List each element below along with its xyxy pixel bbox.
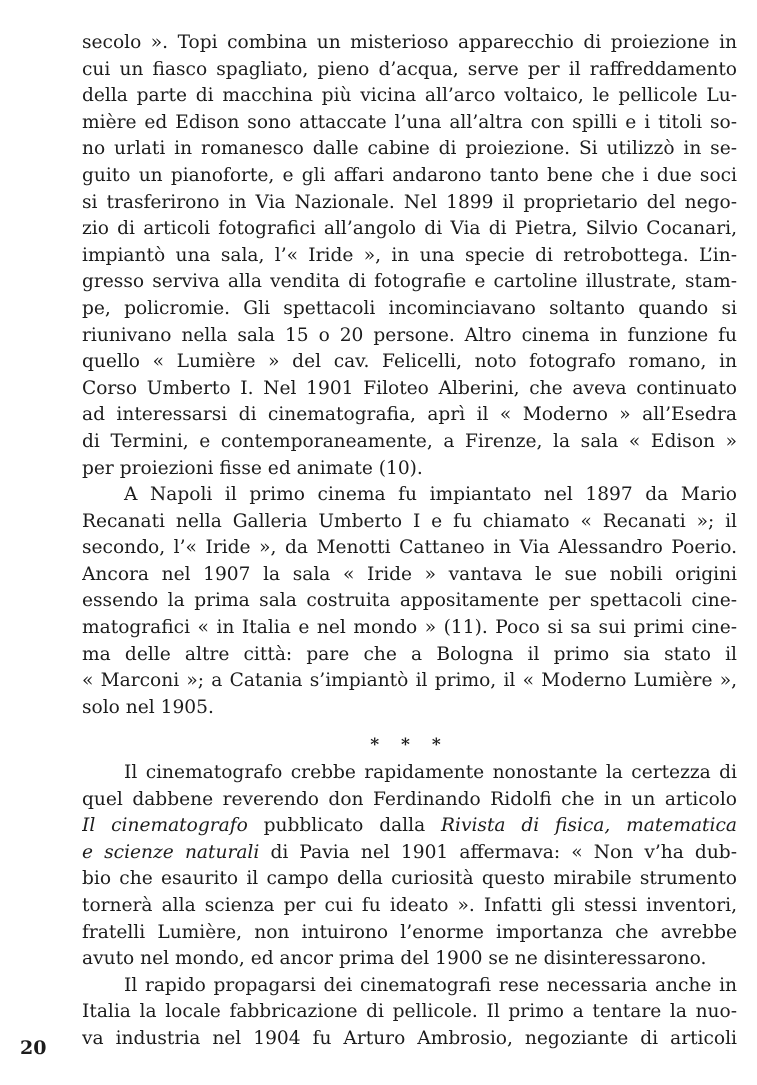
text-line: tornerà alla scienza per cui fu ideato ». Infatti gli stessi inventori, <box>82 894 737 916</box>
text-line: Il rapido propagarsi dei cinematografi rese necessaria anche in <box>124 974 737 996</box>
text-line: si trasferirono in Via Nazionale. Nel 1899 il proprietario del nego- <box>82 191 737 213</box>
text-line: Il cinematografo pubblicato dalla Rivista di fisica, matematica <box>82 815 737 837</box>
text-line: « Marconi »; a Catania s’impiantò il primo, il « Moderno Lumière », <box>82 670 737 692</box>
text-line: zio di articoli fotografici all’angolo di Via di Pietra, Silvio Cocanari, <box>82 218 737 240</box>
text-line: cui un fiasco spagliato, pieno d’acqua, serve per il raffreddamento <box>82 58 737 80</box>
text-line: della parte di macchina più vicina all’arco voltaico, le pellicole Lu- <box>82 85 737 107</box>
text-line: A Napoli il primo cinema fu impiantato nel 1897 da Mario <box>124 484 737 506</box>
text-line: va industria nel 1904 fu Arturo Ambrosio, negoziante di articoli <box>82 1027 737 1049</box>
text-line: guito un pianoforte, e gli affari andarono tanto bene che i due soci <box>82 164 737 186</box>
italic-title: e scienze naturali <box>82 841 260 863</box>
text-line: fratelli Lumière, non intuirono l’enorme importanza che avrebbe <box>82 921 737 943</box>
text-line: bio che esaurito il campo della curiosità questo mirabile strumento <box>82 868 737 890</box>
text-line: essendo la prima sala costruita appositamente per spettacoli cine- <box>82 590 737 612</box>
text-line: no urlati in romanesco dalle cabine di proiezione. Si utilizzò in se- <box>82 138 737 160</box>
text-line: ad interessarsi di cinematografia, aprì il « Moderno » all’Esedra <box>82 404 737 426</box>
text-line: di Termini, e contemporaneamente, a Firenze, la sala « Edison » <box>82 430 737 452</box>
text-line: Corso Umberto I. Nel 1901 Filoteo Alberini, che aveva continuato <box>82 377 737 399</box>
text-line: mière ed Edison sono attaccate l’una all’altra con spilli e i titoli so- <box>82 111 737 133</box>
text-line: quello « Lumière » del cav. Felicelli, noto fotografo romano, in <box>82 351 737 373</box>
text-line: impiantò una sala, l’« Iride », in una specie di retrobottega. L’in- <box>82 244 737 266</box>
text-line: secondo, l’« Iride », da Menotti Cattaneo in Via Alessandro Poerio. <box>82 537 737 559</box>
text-line: matografici « in Italia e nel mondo » (11). Poco si sa sui primi cine- <box>82 617 737 639</box>
text-line: solo nel 1905. <box>82 696 214 718</box>
text-line: Recanati nella Galleria Umberto I e fu chiamato « Recanati »; il <box>82 510 737 532</box>
text-line: Il cinematografo crebbe rapidamente nonostante la certezza di <box>124 762 737 783</box>
page-number: 20 <box>20 1037 47 1059</box>
section-separator: * * * <box>370 735 449 755</box>
text-line: secolo ». Topi combina un misterioso apparecchio di proiezione in <box>82 32 737 53</box>
text-line: riunivano nella sala 15 o 20 persone. Altro cinema in funzione fu <box>82 324 737 346</box>
italic-title: Rivista di fisica, matematica <box>441 815 737 837</box>
text-line: e scienze naturali di Pavia nel 1901 affermava: « Non v’ha dub- <box>82 841 737 863</box>
text-line: Ancora nel 1907 la sala « Iride » vantava le sue nobili origini <box>82 563 737 585</box>
paragraph-rome-cinemas <box>82 30 737 721</box>
text-line: per proiezioni fisse ed animate (10). <box>82 457 423 479</box>
text-line: Italia la locale fabbricazione di pellicole. Il primo a tentare la nuo- <box>82 1001 737 1023</box>
text-line: gresso serviva alla vendita di fotografie e cartoline illustrate, stam- <box>82 271 737 293</box>
text-line: quel dabbene reverendo don Ferdinando Ridolfi che in un articolo <box>82 788 737 810</box>
text-line: ma delle altre città: pare che a Bologna il primo sia stato il <box>82 643 737 665</box>
italic-title: Il cinematografo <box>82 815 248 837</box>
text-line: avuto nel mondo, ed ancor prima del 1900 se ne disinteressarono. <box>82 948 707 970</box>
paragraph-growth <box>82 760 737 1053</box>
text-line: pe, policromie. Gli spettacoli incominciavano soltanto quando si <box>82 297 737 319</box>
